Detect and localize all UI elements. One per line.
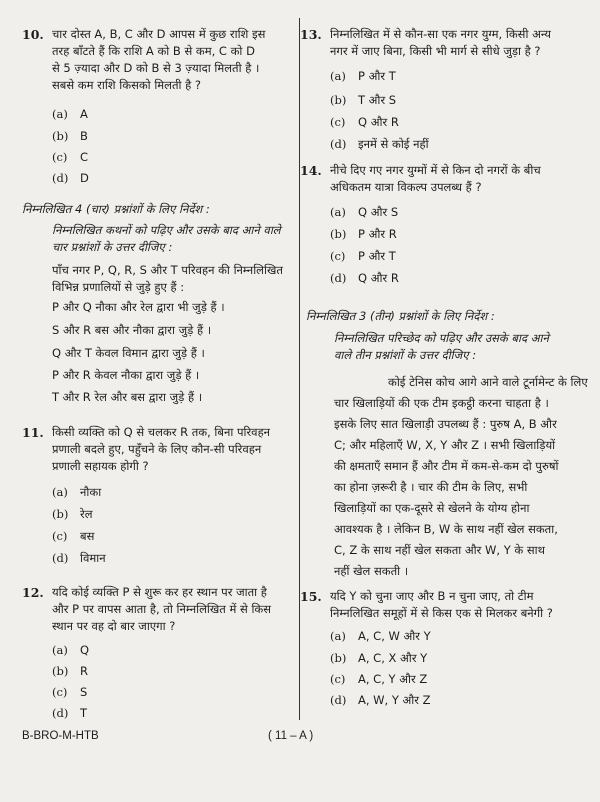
- question-number: 13.: [300, 27, 322, 42]
- option-a[interactable]: (a) Q और S: [330, 205, 399, 219]
- directions-intro: पाँच नगर P, Q, R, S और T परिवहन की निम्नलिखित विभिन्न प्रणालियों से जुड़े हुए हैं :: [52, 263, 283, 294]
- option-c[interactable]: (c) Q और R: [330, 115, 399, 129]
- option-d[interactable]: (d) Q और R: [330, 271, 399, 285]
- question-number: 14.: [300, 163, 322, 178]
- option-b[interactable]: (b) रेल: [52, 507, 93, 521]
- fact-2: S और R बस और नौका द्वारा जुड़े हैं ।: [52, 323, 212, 337]
- question-number: 10.: [22, 27, 44, 42]
- option-d[interactable]: (d) इनमें से कोई नहीं: [330, 137, 429, 151]
- question-12: [22, 584, 302, 720]
- question-text: निम्नलिखित में से कौन-सा एक नगर युग्म, किसी अन्य नगर में जाए बिना, किसी भी मार्ग से सीधे जुड़ा है ?: [330, 27, 551, 58]
- question-text: यदि Y को चुना जाए और B न चुना जाए, तो टीम निम्नलिखित समूहों में से किस एक से मिलकर बनेगी ?: [330, 589, 553, 620]
- option-d[interactable]: (d) A, W, Y और Z: [330, 693, 431, 707]
- option-b[interactable]: (b) P और R: [330, 227, 397, 241]
- option-c[interactable]: (c) C: [52, 150, 89, 164]
- fact-5: T और R रेल और बस द्वारा जुड़े हैं ।: [52, 390, 203, 404]
- question-text: यदि कोई व्यक्ति P से शुरू कर हर स्थान पर जाता है और P पर वापस आता है, तो निम्नलिखित में से किस स्थान पर वह दो बार जाएगा ?: [52, 585, 272, 633]
- passage: कोई टेनिस कोच आगे आने वाले टूर्नामेन्ट के लिए चार खिलाड़ियों की एक टीम इकट्ठी करना चाहता है । इसके लिए सात खिलाड़ी उपलब्ध हैं : पुरुष A, B और C; और महिलाएँ W, X, Y और Z । सभी खिलाड़ियों की क्षमताएँ समान हैं और टीम में कम-से-कम दो पुरुषों का होना ज़रूरी है । चार की टीम के लिए, सभी खिलाड़ियों का एक-दूसरे से खेलने के योग्य होना आवश्यक है । लेकिन B, W के साथ नहीं खेल सकता, C, Z के साथ नहीं खेल सकता और W, Y के साथ नहीं खेल सकती ।: [334, 375, 588, 578]
- option-b[interactable]: (b) B: [52, 129, 88, 143]
- option-c[interactable]: (c) बस: [52, 529, 95, 543]
- question-15: [300, 588, 590, 718]
- option-b[interactable]: (b) T और S: [330, 93, 397, 107]
- question-10: [22, 26, 298, 186]
- directions-body: निम्नलिखित कथनों को पढ़िए और उसके बाद आने वाले चार प्रश्नांशों के उत्तर दीजिए :: [52, 223, 281, 254]
- option-c[interactable]: (c) A, C, Y और Z: [330, 672, 428, 686]
- option-a[interactable]: (a) P और T: [330, 69, 396, 83]
- option-a[interactable]: (a) Q: [52, 643, 90, 657]
- fact-4: P और R केवल नौका द्वारा जुड़े हैं ।: [52, 368, 200, 382]
- question-13: [300, 26, 590, 156]
- option-d[interactable]: (d) T: [52, 706, 88, 720]
- option-d[interactable]: (d) D: [52, 171, 89, 185]
- option-c[interactable]: (c) S: [52, 685, 88, 699]
- question-text: चार दोस्त A, B, C और D आपस में कुछ राशि इस तरह बाँटते हैं कि राशि A को B से कम, C को D से 5 ज़्यादा और D को B से 3 ज़्यादा मिलती है । सबसे कम राशि किसको मिलती है ?: [52, 27, 266, 92]
- option-b[interactable]: (b) R: [52, 664, 88, 678]
- option-b[interactable]: (b) A, C, X और Y: [330, 651, 428, 665]
- question-text: किसी व्यक्ति को Q से चलकर R तक, बिना परिवहन प्रणाली बदले हुए, पहुँचने के लिए कौन-सी परिवहन प्रणाली सहायक होगी ?: [52, 425, 271, 473]
- question-number: 12.: [22, 585, 44, 600]
- question-number: 11.: [22, 425, 44, 440]
- page-number: ( 11 – A ): [268, 730, 314, 742]
- question-number: 15.: [300, 589, 322, 604]
- option-a[interactable]: (a) नौका: [52, 485, 102, 499]
- fact-1: P और Q नौका और रेल द्वारा भी जुड़े हैं ।: [52, 300, 225, 314]
- option-a[interactable]: (a) A, C, W और Y: [330, 629, 431, 643]
- directions-title: निम्नलिखित 4 (चार) प्रश्नांशों के लिए निर्देश :: [22, 202, 210, 216]
- question-11: [22, 424, 298, 564]
- option-d[interactable]: (d) विमान: [52, 551, 106, 565]
- option-c[interactable]: (c) P और T: [330, 249, 396, 263]
- directions-title: निम्नलिखित 3 (तीन) प्रश्नांशों के लिए निर्देश :: [306, 309, 495, 323]
- option-a[interactable]: (a) A: [52, 107, 88, 121]
- directions-body: निम्नलिखित परिच्छेद को पढ़िए और उसके बाद आने वाले तीन प्रश्नांशों के उत्तर दीजिए :: [334, 331, 549, 362]
- booklet-code: B-BRO-M-HTB: [22, 730, 99, 742]
- fact-3: Q और T केवल विमान द्वारा जुड़े हैं ।: [52, 346, 205, 360]
- question-text: नीचे दिए गए नगर युग्मों में से किन दो नगरों के बीच अधिकतम यात्रा विकल्प उपलब्ध हैं ?: [330, 163, 541, 194]
- question-14: [300, 162, 590, 292]
